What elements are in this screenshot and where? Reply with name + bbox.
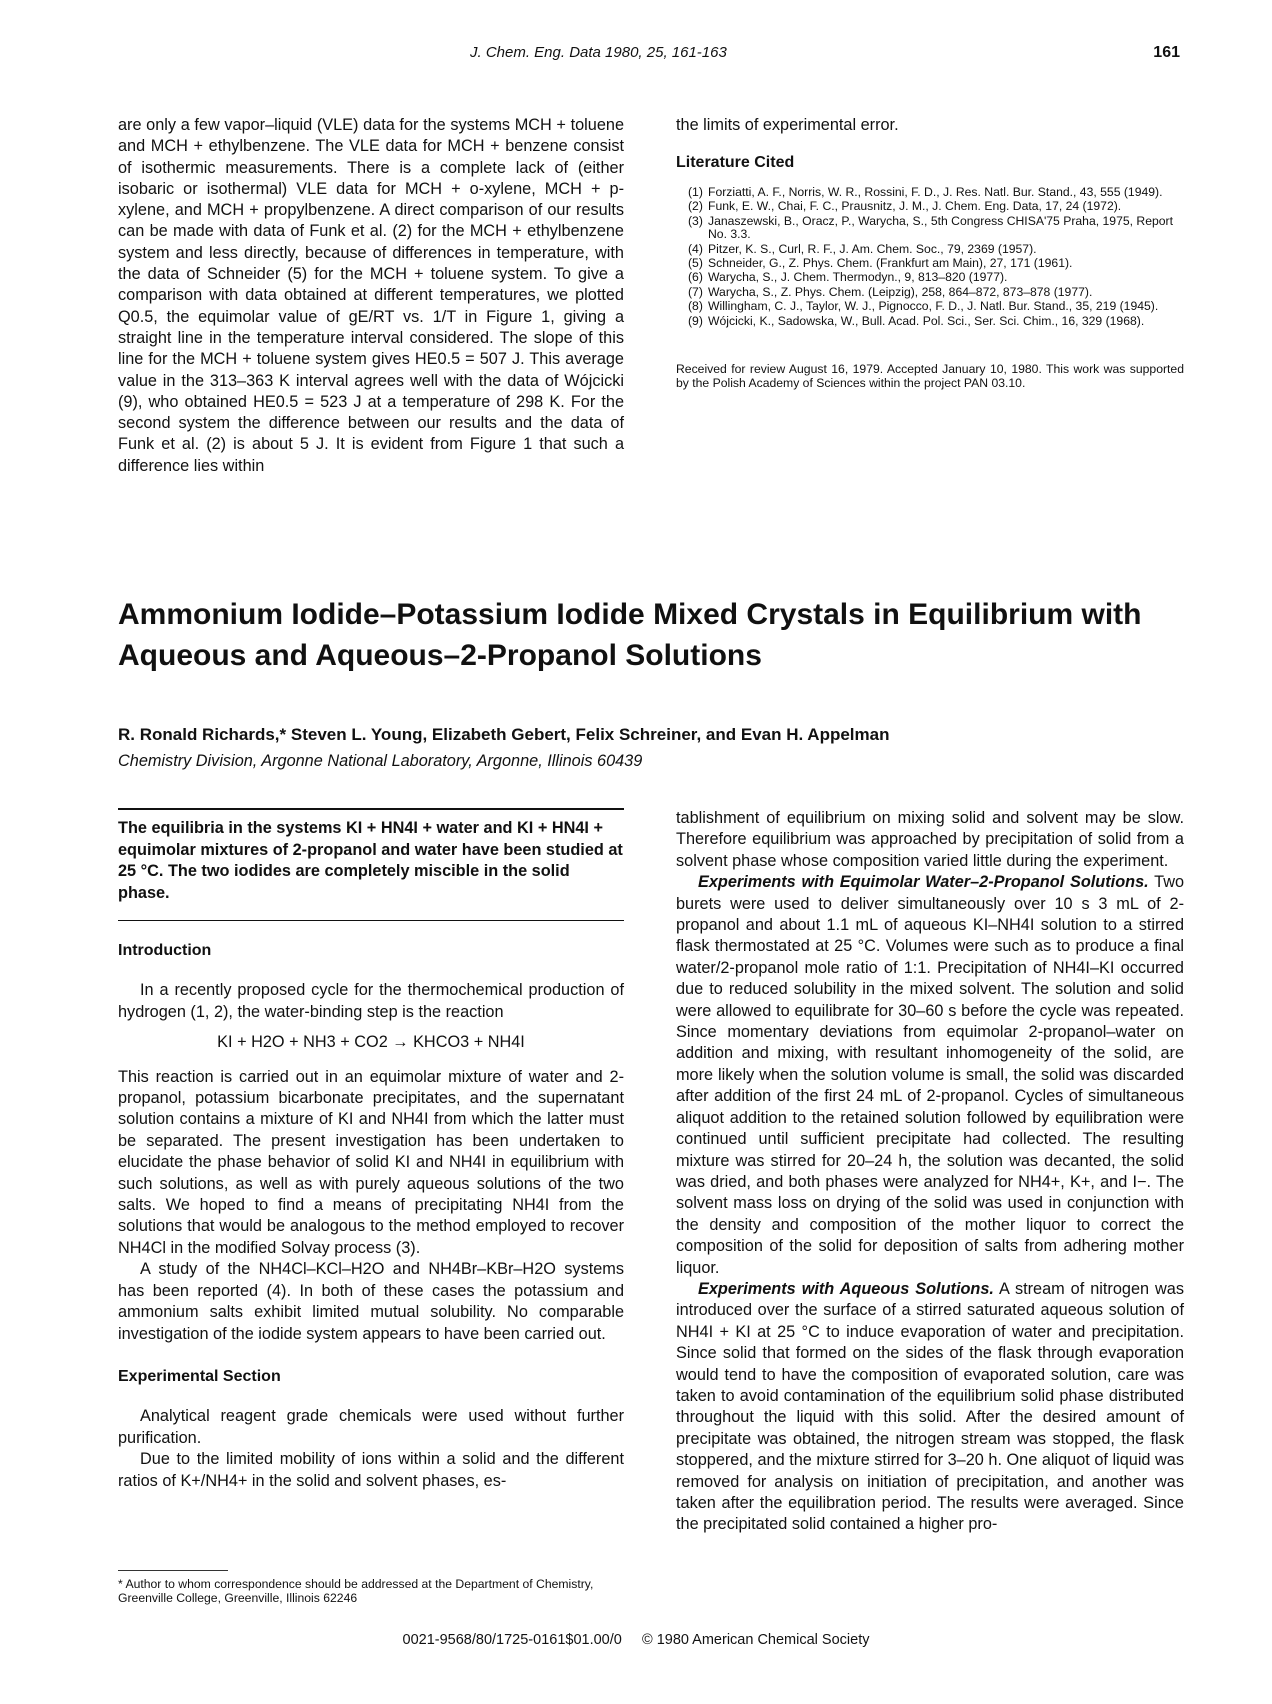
reference-item: (8) Willingham, C. J., Taylor, W. J., Pignocco, F. D., J. Natl. Bur. Stand., 35, 219 (1945). bbox=[688, 299, 1159, 314]
right-body-column bbox=[676, 808, 1184, 1536]
run-in-heading: Experiments with Equimolar Water–2-Propanol Solutions. bbox=[698, 873, 1149, 892]
affiliation: Chemistry Division, Argonne National Laboratory, Argonne, Illinois 60439 bbox=[118, 752, 643, 770]
experimental-paragraph: Due to the limited mobility of ions within a solid and the different ratios of K+/NH4+ in the solid and solvent phases, es- bbox=[118, 1450, 624, 1490]
previous-article-text: are only a few vapor–liquid (VLE) data for the systems MCH + toluene and MCH + ethylbenzene. The VLE data for MCH + benzene consist of isothermic measurements. There is a complete lack of (either isobaric or isothermal) VLE data for MCH + o-xylene, MCH + p-xylene, and MCH + propylbenzene. A direct comparison of our results can be made with data of Funk et al. (2) for the MCH + ethylbenzene system and less directly, because of differences in temperature, with the data of Schneider (5) for the MCH + toluene system. To give a comparison with data obtained at different temperatures, we plotted Q0.5, the equimolar value of gE/RT vs. 1/T in Figure 1, giving a straight line in the temperature interval considered. The slope of this line for the MCH + toluene system gives HE0.5 = 507 J. This average value in the 313–363 K interval agrees well with the data of Wójcicki (9), who obtained HE0.5 = 523 J at a temperature of 298 K. For the second system the difference between our results and the data of Funk et al. (2) is about 5 J. It is evident from Figure 1 that such a difference lies within bbox=[118, 116, 624, 475]
journal-citation: J. Chem. Eng. Data 1980, 25, 161-163 bbox=[470, 44, 727, 61]
copyright: © 1980 American Chemical Society bbox=[641, 1632, 870, 1648]
run-in-heading: Experiments with Aqueous Solutions. bbox=[698, 1279, 994, 1298]
reference-item: (1) Forziatti, A. F., Norris, W. R., Rossini, F. D., J. Res. Natl. Bur. Stand., 43, 555 (1949). bbox=[688, 185, 1163, 199]
reference-item: (5) Schneider, G., Z. Phys. Chem. (Frankfurt am Main), 27, 171 (1961). bbox=[688, 256, 1073, 271]
experimental-heading: Experimental Section bbox=[118, 1367, 281, 1385]
reference-item: (9) Wójcicki, K., Sadowska, W., Bull. Acad. Pol. Sci., Ser. Sci. Chim., 16, 329 (1968). bbox=[688, 313, 1145, 328]
reference-list bbox=[676, 186, 1184, 328]
paragraph-text: Two burets were used to deliver simultaneously over 10 s 3 mL of 2-propanol and about 1.1 mL of aqueous KI–NH4I solution to a stirred flask thermostated at 25 °C. Volumes were such as to produce a final water/2-propanol mole ratio of 1:1. Precipitation of NH4I–KI occurred due to reduced solubility in the mixed solvent. The solution and solid were allowed to equilibrate for 30–60 s before the cycle was repeated. Since momentary deviations from equimolar 2-propanol–water on addition and mixing, with resultant inhomogeneity of the solid, are more likely when the solution volume is small, the solid was discarded after addition of the first 24 mL of 2-propanol. Cycles of simultaneous aliquot addition to the retained solution followed by equilibration were continued until sufficient precipitate had collected. The resulting mixture was stirred for 20–24 h, the solution was decanted, the solid was dried, and both phases were analyzed for NH4+, K+, and I−. The solvent mass loss on drying of the solid was used in conjunction with the density and composition of the mother liquor to correct the composition of the solid for deposition of salts from adhering mother liquor. bbox=[676, 873, 1185, 1277]
reference-item: (6) Warycha, S., J. Chem. Thermodyn., 9, 813–820 (1977). bbox=[688, 270, 1008, 285]
reaction-equation: KI + H2O + NH3 + CO2 → KHCO3 + NH4I bbox=[217, 1033, 525, 1052]
abstract: The equilibria in the systems KI + HN4I + water and KI + HN4I + equimolar mixtures of 2-propanol and water have been studied at 25 °C. The two iodides are completely miscible in the solid phase. bbox=[118, 819, 623, 902]
reference-item: (2) Funk, E. W., Chai, F. C., Prausnitz, J. M., J. Chem. Eng. Data, 17, 24 (1972). bbox=[688, 199, 1122, 214]
left-body-column bbox=[118, 940, 624, 1492]
previous-article-right-column bbox=[676, 115, 1184, 390]
page-footer bbox=[0, 1632, 1272, 1648]
body-paragraph bbox=[676, 1279, 1184, 1536]
reference-item: (3) Janaszewski, B., Oracz, P., Warycha, S., 5th Congress CHISA'75 Praha, 1975, Report No. 3.3. bbox=[688, 213, 1173, 242]
page-number: 161 bbox=[1153, 44, 1180, 61]
introduction-paragraph: A study of the NH4Cl–KCl–H2O and NH4Br–KBr–H2O systems has been reported (4). In both of these cases the potassium and ammonium salts exhibit limited mutual solubility. No comparable investigation of the iodide system appears to have been carried out. bbox=[118, 1260, 624, 1343]
reference-item: (4) Pitzer, K. S., Curl, R. F., J. Am. Chem. Soc., 79, 2369 (1957). bbox=[688, 241, 1037, 256]
literature-cited-heading: Literature Cited bbox=[676, 154, 795, 171]
body-paragraph: tablishment of equilibrium on mixing solid and solvent may be slow. Therefore equilibrium was approached by precipitation of solid from a solvent phase whose composition varied little during the experiment. bbox=[676, 809, 1184, 870]
abstract-top-rule bbox=[118, 808, 624, 810]
reference-item: (7) Warycha, S., Z. Phys. Chem. (Leipzig), 258, 864–872, 873–878 (1977). bbox=[688, 284, 1093, 299]
footnote-rule bbox=[118, 1570, 228, 1571]
introduction-heading: Introduction bbox=[118, 942, 212, 959]
received-note: Received for review August 16, 1979. Accepted January 10, 1980. This work was supported by the Polish Academy of Sciences within the project PAN 03.10. bbox=[676, 362, 1184, 391]
body-paragraph bbox=[676, 872, 1184, 1279]
experimental-paragraph: Analytical reagent grade chemicals were used without further purification. bbox=[118, 1407, 624, 1447]
article-title: Ammonium Iodide–Potassium Iodide Mixed Crystals in Equilibrium with Aqueous and Aqueous–2-Propanol Solutions bbox=[118, 598, 1142, 672]
introduction-paragraph: This reaction is carried out in an equimolar mixture of water and 2-propanol, potassium bicarbonate precipitates, and the supernatant solution contains a mixture of KI and NH4I from which the latter must be separated. The present investigation has been undertaken to elucidate the phase behavior of solid KI and NH4I in equilibrium with such solutions, as well as with purely aqueous solutions of the two salts. We hoped to find a means of precipitating NH4I from the solutions that would be analogous to the method employed to recover NH4Cl in the modified Solvay process (3). bbox=[118, 1067, 624, 1257]
author-footnote: * Author to whom correspondence should be addressed at the Department of Chemistry, Greenville College, Greenville, Illinois 62246 bbox=[118, 1577, 594, 1605]
paragraph-text: A stream of nitrogen was introduced over the surface of a stirred saturated aqueous solution of NH4I + KI at 25 °C to induce evaporation of water and precipitation. Since solid that formed on the sides of the flask through evaporation would tend to have the composition of evaporated solution, care was taken to avoid contamination of the equilibrium solid phase distributed throughout the liquid with this solid. After the desired amount of precipitate was obtained, the nitrogen stream was stopped, the flask stoppered, and the mixture stirred for 3–20 h. One aliquot of liquid was removed for analysis on initiation of precipitation, and another was taken after the equilibration period. The results were averaged. Since the precipitated solid contained a higher pro- bbox=[676, 1279, 1184, 1534]
article-code: 0021-9568/80/1725-0161$01.00/0 bbox=[402, 1632, 622, 1648]
previous-article-continuation: the limits of experimental error. bbox=[676, 116, 899, 134]
abstract-bottom-rule bbox=[118, 920, 624, 921]
introduction-paragraph: In a recently proposed cycle for the thermochemical production of hydrogen (1, 2), the water-binding step is the reaction bbox=[118, 981, 624, 1021]
author-list: R. Ronald Richards,* Steven L. Young, Elizabeth Gebert, Felix Schreiner, and Evan H. Appelman bbox=[118, 725, 890, 744]
